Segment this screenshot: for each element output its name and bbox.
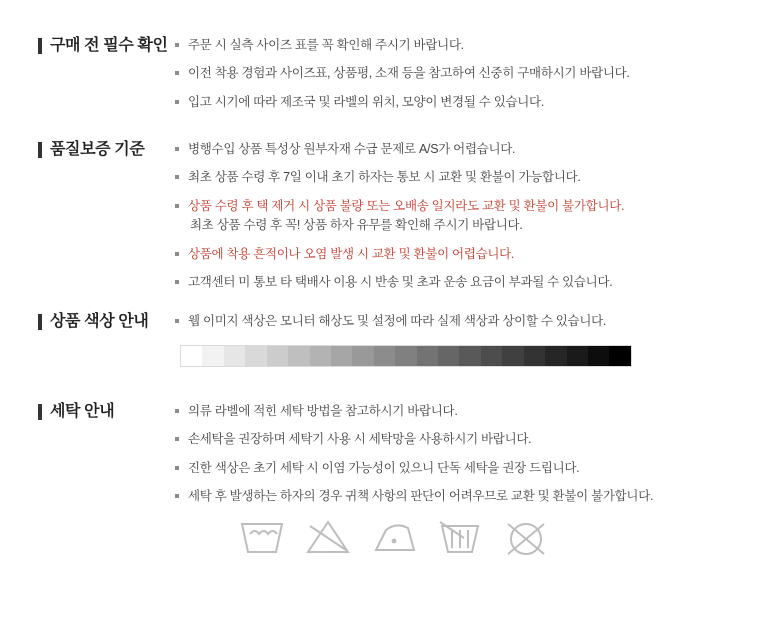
no-tumble-dry-icon (434, 512, 486, 558)
bullet-square-icon (175, 43, 179, 47)
swatch-step (524, 346, 545, 366)
section-title-text: 세탁 안내 (50, 403, 115, 420)
section-purchase-check (0, 36, 770, 121)
section-title-quality-warranty (0, 140, 175, 159)
section-wash-guide (0, 402, 770, 516)
list-item-text: 세탁 후 발생하는 하자의 경우 귀책 사항의 판단이 어려우므로 교환 및 환불이 불가합니다. (188, 489, 654, 504)
list-item (175, 487, 740, 506)
swatch-step (310, 346, 331, 366)
title-bar-icon (38, 142, 42, 158)
bullet-square-icon (175, 252, 179, 256)
list-item-text: 상품에 착용 흔적이나 오염 발생 시 교환 및 환불이 어렵습니다. (188, 246, 515, 261)
swatch-step (245, 346, 266, 366)
section-body-color-guide (175, 312, 770, 367)
section-body-purchase-check (175, 36, 770, 121)
list-item-text: 주문 시 실측 사이즈 표를 꼭 확인해 주시기 바랍니다. (188, 38, 464, 52)
title-bar-icon (38, 38, 42, 54)
swatch-step (395, 346, 416, 366)
swatch-step (224, 346, 245, 366)
swatch-step (267, 346, 288, 366)
swatch-step (374, 346, 395, 366)
list-item (175, 197, 740, 236)
section-title-text: 구매 전 필수 확인 (50, 37, 168, 54)
list-item-text: 손세탁을 권장하며 세탁기 사용 시 세탁망을 사용하시기 바랍니다. (188, 432, 532, 447)
list-item (175, 245, 740, 264)
bullet-square-icon (175, 280, 179, 284)
swatch-step (417, 346, 438, 366)
section-quality-warranty (0, 140, 770, 301)
title-bar-icon (38, 314, 42, 330)
bullet-square-icon (175, 147, 179, 151)
swatch-step (352, 346, 373, 366)
section-title-color-guide (0, 312, 175, 331)
section-title-text: 품질보증 기준 (50, 141, 145, 158)
notice-list-purchase (175, 36, 740, 112)
swatch-step (609, 346, 630, 366)
bullet-square-icon (175, 319, 179, 323)
hand-wash-icon (236, 512, 288, 558)
list-item-subtext: 최초 상품 수령 후 꼭! 상품 하자 유무를 확인해 주시기 바랍니다. (190, 218, 523, 233)
section-title-wash-guide (0, 402, 175, 421)
grayscale-gradient-swatch (180, 345, 632, 367)
swatch-step (567, 346, 588, 366)
list-item-text: 고객센터 미 통보 타 택배사 이용 시 반송 및 초과 운송 요금이 부과될 수 있습니다. (188, 274, 613, 289)
section-body-quality-warranty (175, 140, 770, 301)
list-item (175, 140, 740, 159)
title-bar-icon (38, 404, 42, 420)
swatch-step (545, 346, 566, 366)
bullet-square-icon (175, 409, 179, 413)
swatch-step (502, 346, 523, 366)
list-item-text: 최초 상품 수령 후 7일 이내 초기 하자는 통보 시 교환 및 환불이 가능합니다. (188, 170, 581, 185)
list-item (175, 168, 740, 187)
swatch-step (202, 346, 223, 366)
notice-list-wash (175, 402, 740, 507)
list-item (175, 402, 740, 421)
no-bleach-icon (302, 512, 354, 558)
list-item (175, 312, 740, 331)
laundry-symbols (236, 512, 552, 558)
no-dry-clean-icon (500, 512, 552, 558)
list-item (175, 36, 740, 55)
swatch-step (481, 346, 502, 366)
section-title-purchase-check (0, 36, 175, 55)
color-swatch-wrapper (175, 345, 740, 367)
list-item-text: 병행수입 상품 특성상 원부자재 수급 문제로 A/S가 어렵습니다. (188, 142, 516, 156)
bullet-square-icon (175, 437, 179, 441)
swatch-step (459, 346, 480, 366)
list-item-text: 입고 시기에 따라 제조국 및 라벨의 위치, 모양이 변경될 수 있습니다. (188, 94, 545, 109)
section-body-wash-guide (175, 402, 770, 516)
notice-list-quality (175, 140, 740, 292)
list-item-text: 의류 라벨에 적힌 세탁 방법을 참고하시기 바랍니다. (188, 404, 458, 418)
list-item (175, 430, 740, 449)
notice-list-color (175, 312, 740, 331)
swatch-step (588, 346, 609, 366)
swatch-step (288, 346, 309, 366)
swatch-step (181, 346, 202, 366)
swatch-step (438, 346, 459, 366)
bullet-square-icon (175, 71, 179, 75)
iron-low-heat-icon (368, 512, 420, 558)
bullet-square-icon (175, 100, 179, 104)
bullet-square-icon (175, 494, 179, 498)
swatch-step (331, 346, 352, 366)
bullet-square-icon (175, 466, 179, 470)
section-color-guide (0, 312, 770, 367)
list-item-text: 진한 색상은 초기 세탁 시 이염 가능성이 있으니 단독 세탁을 권장 드립니다. (188, 460, 580, 475)
list-item (175, 93, 740, 112)
list-item (175, 459, 740, 478)
list-item-text: 상품 수령 후 택 제거 시 상품 불량 또는 오배송 일지라도 교환 및 환불이 불가합니다. (188, 198, 625, 213)
list-item-text: 이전 착용 경험과 사이즈표, 상품평, 소재 등을 참고하여 신중히 구매하시기 바랍니다. (188, 66, 630, 81)
list-item (175, 273, 740, 292)
section-title-text: 상품 색상 안내 (50, 313, 149, 330)
bullet-square-icon (175, 175, 179, 179)
bullet-square-icon (175, 204, 179, 208)
list-item (175, 64, 740, 83)
list-item-text: 웹 이미지 색상은 모니터 해상도 및 설정에 따라 실제 색상과 상이할 수 있습니다. (188, 314, 607, 328)
